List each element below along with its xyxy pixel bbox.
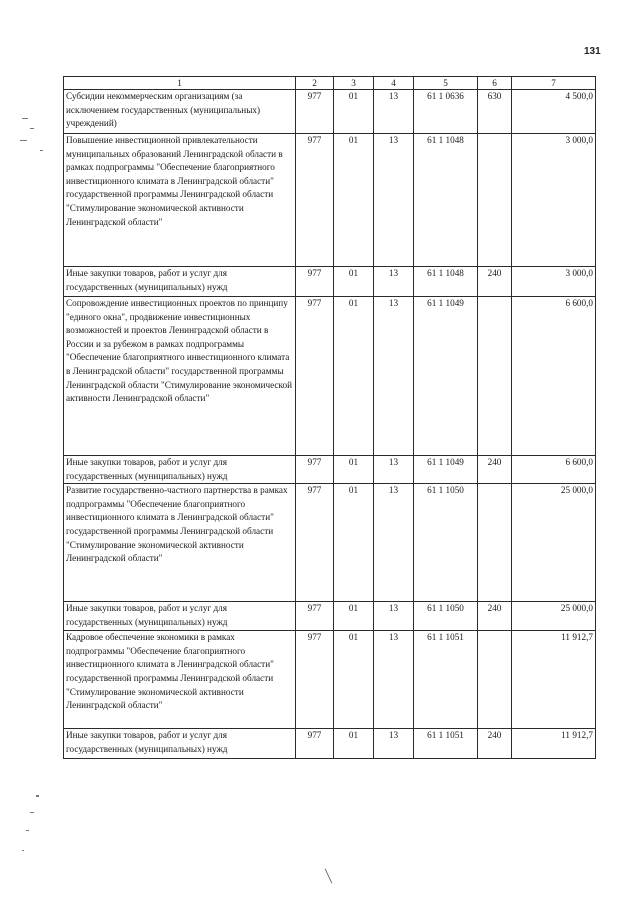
row-sum: 11 912,7 <box>512 631 596 729</box>
row-grbs: 977 <box>296 729 334 759</box>
header-col-3: 3 <box>334 77 374 90</box>
row-rz: 01 <box>334 267 374 297</box>
row-grbs: 977 <box>296 297 334 456</box>
row-csr: 61 1 1049 <box>414 456 478 484</box>
header-col-1: 1 <box>64 77 296 90</box>
scan-speck <box>22 118 28 119</box>
table-row <box>64 631 596 729</box>
row-name: Иные закупки товаров, работ и услуг для государственных (муниципальных) нужд <box>64 267 296 297</box>
row-vr <box>478 631 512 729</box>
scan-speck <box>36 795 39 797</box>
row-vr <box>478 134 512 267</box>
row-pr: 13 <box>374 134 414 267</box>
row-grbs: 977 <box>296 90 334 134</box>
row-csr: 61 1 1050 <box>414 484 478 602</box>
page-number: 131 <box>584 46 601 57</box>
row-name: Развитие государственно-частного партнерства в рамках подпрограммы "Обеспечение благоприятного инвестиционного климата в Ленинградской области" государственной программы Ленинградской области "Стимулирование экономической активности Ленинградской области" <box>64 484 296 602</box>
row-sum: 3 000,0 <box>512 134 596 267</box>
row-sum: 11 912,7 <box>512 729 596 759</box>
row-sum: 6 600,0 <box>512 456 596 484</box>
row-rz: 01 <box>334 602 374 631</box>
row-name: Повышение инвестиционной привлекательности муниципальных образований Ленинградской области в рамках подпрограммы "Обеспечение благоприятного инвестиционного климата в Ленинградской области" государственной программы Ленинградской области "Стимулирование экономической активности Ленинградской области" <box>64 134 296 267</box>
row-grbs: 977 <box>296 602 334 631</box>
row-csr: 61 1 1051 <box>414 729 478 759</box>
row-rz: 01 <box>334 729 374 759</box>
row-sum: 25 000,0 <box>512 484 596 602</box>
row-sum: 3 000,0 <box>512 267 596 297</box>
header-row <box>64 77 596 90</box>
row-csr: 61 1 1050 <box>414 602 478 631</box>
row-vr: 240 <box>478 602 512 631</box>
row-vr: 240 <box>478 267 512 297</box>
row-pr: 13 <box>374 297 414 456</box>
header-col-2: 2 <box>296 77 334 90</box>
row-name: Субсидии некоммерческим организациям (за исключением государственных (муниципальных) учреждений) <box>64 90 296 134</box>
row-grbs: 977 <box>296 456 334 484</box>
header-col-6: 6 <box>478 77 512 90</box>
row-vr: 630 <box>478 90 512 134</box>
row-pr: 13 <box>374 602 414 631</box>
header-col-5: 5 <box>414 77 478 90</box>
table-row <box>64 729 596 759</box>
header-col-4: 4 <box>374 77 414 90</box>
row-rz: 01 <box>334 456 374 484</box>
table-row <box>64 90 596 134</box>
row-pr: 13 <box>374 456 414 484</box>
scan-speck <box>30 128 34 129</box>
row-name: Кадровое обеспечение экономики в рамках подпрограммы "Обеспечение благоприятного инвестиционного климата в Ленинградской области" государственной программы Ленинградской области "Стимулирование экономической активности Ленинградской области" <box>64 631 296 729</box>
table-row <box>64 134 596 267</box>
scan-speck <box>22 850 24 851</box>
row-sum: 6 600,0 <box>512 297 596 456</box>
row-grbs: 977 <box>296 267 334 297</box>
table-row <box>64 484 596 602</box>
budget-table <box>63 76 596 759</box>
row-pr: 13 <box>374 484 414 602</box>
row-pr: 13 <box>374 267 414 297</box>
row-rz: 01 <box>334 484 374 602</box>
row-vr <box>478 484 512 602</box>
row-grbs: 977 <box>296 484 334 602</box>
row-name: Иные закупки товаров, работ и услуг для государственных (муниципальных) нужд <box>64 456 296 484</box>
row-rz: 01 <box>334 134 374 267</box>
row-csr: 61 1 1049 <box>414 297 478 456</box>
row-csr: 61 1 1048 <box>414 267 478 297</box>
row-vr: 240 <box>478 456 512 484</box>
scan-speck <box>26 830 29 831</box>
scan-speck <box>40 150 43 151</box>
row-rz: 01 <box>334 297 374 456</box>
header-col-7: 7 <box>512 77 596 90</box>
row-csr: 61 1 1048 <box>414 134 478 267</box>
row-rz: 01 <box>334 90 374 134</box>
row-name: Сопровождение инвестиционных проектов по принципу "единого окна", продвижение инвестиционных возможностей и проектов Ленинградской области в России и за рубежом в рамках подпрограммы "Обеспечение благоприятного инвестиционного климата в Ленинградской области" государственной программы Ленинградской области "Стимулирование экономической активности Ленинградской области" <box>64 297 296 456</box>
row-vr <box>478 297 512 456</box>
row-pr: 13 <box>374 631 414 729</box>
row-csr: 61 1 0636 <box>414 90 478 134</box>
row-sum: 25 000,0 <box>512 602 596 631</box>
row-sum: 4 500,0 <box>512 90 596 134</box>
row-pr: 13 <box>374 90 414 134</box>
row-rz: 01 <box>334 631 374 729</box>
row-grbs: 977 <box>296 134 334 267</box>
row-name: Иные закупки товаров, работ и услуг для государственных (муниципальных) нужд <box>64 602 296 631</box>
row-grbs: 977 <box>296 631 334 729</box>
scan-speck <box>325 869 333 884</box>
scan-speck <box>30 812 34 813</box>
row-name: Иные закупки товаров, работ и услуг для государственных (муниципальных) нужд <box>64 729 296 759</box>
table-row <box>64 267 596 297</box>
scan-speck <box>20 140 27 141</box>
row-csr: 61 1 1051 <box>414 631 478 729</box>
table-row <box>64 297 596 456</box>
table-row <box>64 456 596 484</box>
row-vr: 240 <box>478 729 512 759</box>
row-pr: 13 <box>374 729 414 759</box>
table-row <box>64 602 596 631</box>
